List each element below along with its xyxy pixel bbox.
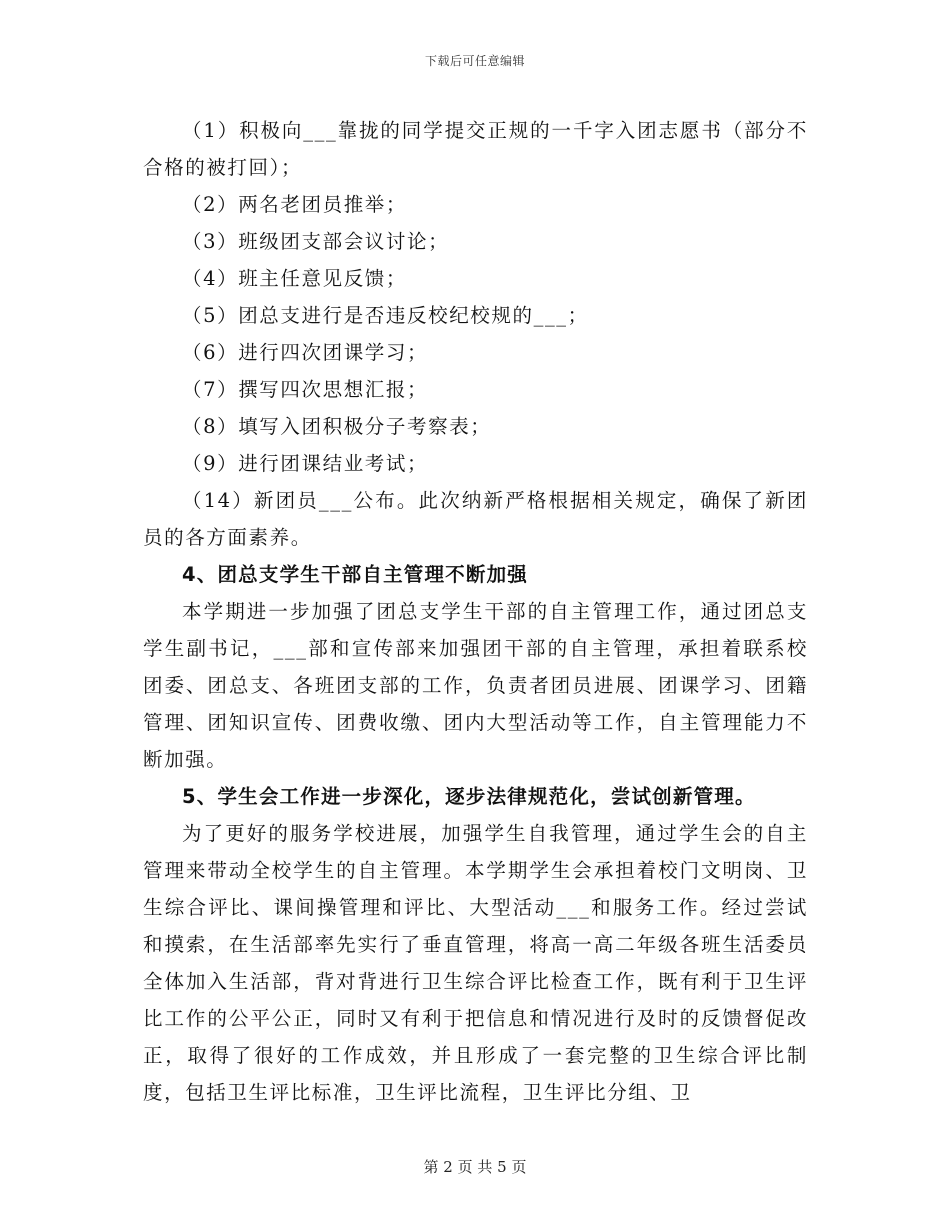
list-item: （14）新团员___公布。此次纳新严格根据相关规定，确保了新团员的各方面素养。 (143, 489, 808, 549)
list-item: （6）进行四次团课学习； (182, 341, 429, 364)
list-item: （3）班级团支部会议讨论； (182, 230, 450, 253)
list-item: （9）进行团课结业考试； (182, 452, 429, 475)
list-item: （7）撰写四次思想汇报； (182, 378, 429, 401)
list-item: （8）填写入团积极分子考察表； (182, 415, 492, 438)
section-4-heading: 4、团总支学生干部自主管理不断加强 (182, 563, 528, 586)
page-number: 第 2 页 共 5 页 (423, 1158, 527, 1176)
page-header-note: 下载后可任意编辑 (424, 54, 525, 68)
list-item: （1）积极向___靠拢的同学提交正规的一千字入团志愿书（部分不合格的被打回）； (143, 119, 808, 179)
section-5-paragraph: 为了更好的服务学校进展，加强学生自我管理，通过学生会的自主管理来带动全校学生的自主管理。本学期学生会承担着校门文明岗、卫生综合评比、课间操管理和评比、大型活动___和服务工作。经过尝试和摸索，在生活部率先实行了垂直管理，将高一高二年级各班生活委员全体加入生活部，背对背进行卫生综合评比检查工作，既有利于卫生评比工作的公平公正，同时又有利于把信息和情况进行及时的反馈督促改正，取得了很好的工作成效，并且形成了一套完整的卫生综合评比制度，包括卫生评比标准，卫生评比流程，卫生评比分组、卫 (143, 822, 808, 1104)
list-item: （4）班主任意见反馈； (182, 267, 408, 290)
section-4-paragraph: 本学期进一步加强了团总支学生干部的自主管理工作，通过团总支学生副书记，___部和宣传部来加强团干部的自主管理，承担着联系校团委、团总支、各班团支部的工作，负责者团员进展、团课学习、团籍管理、团知识宣传、团费收缴、团内大型活动等工作，自主管理能力不断加强。 (143, 600, 808, 771)
document-body (143, 112, 808, 1111)
list-item: （2）两名老团员推举； (182, 193, 408, 216)
list-item: （5）团总支进行是否违反校纪校规的___； (182, 304, 589, 327)
section-5-heading: 5、学生会工作进一步深化，逐步法律规范化，尝试创新管理。 (182, 785, 756, 808)
